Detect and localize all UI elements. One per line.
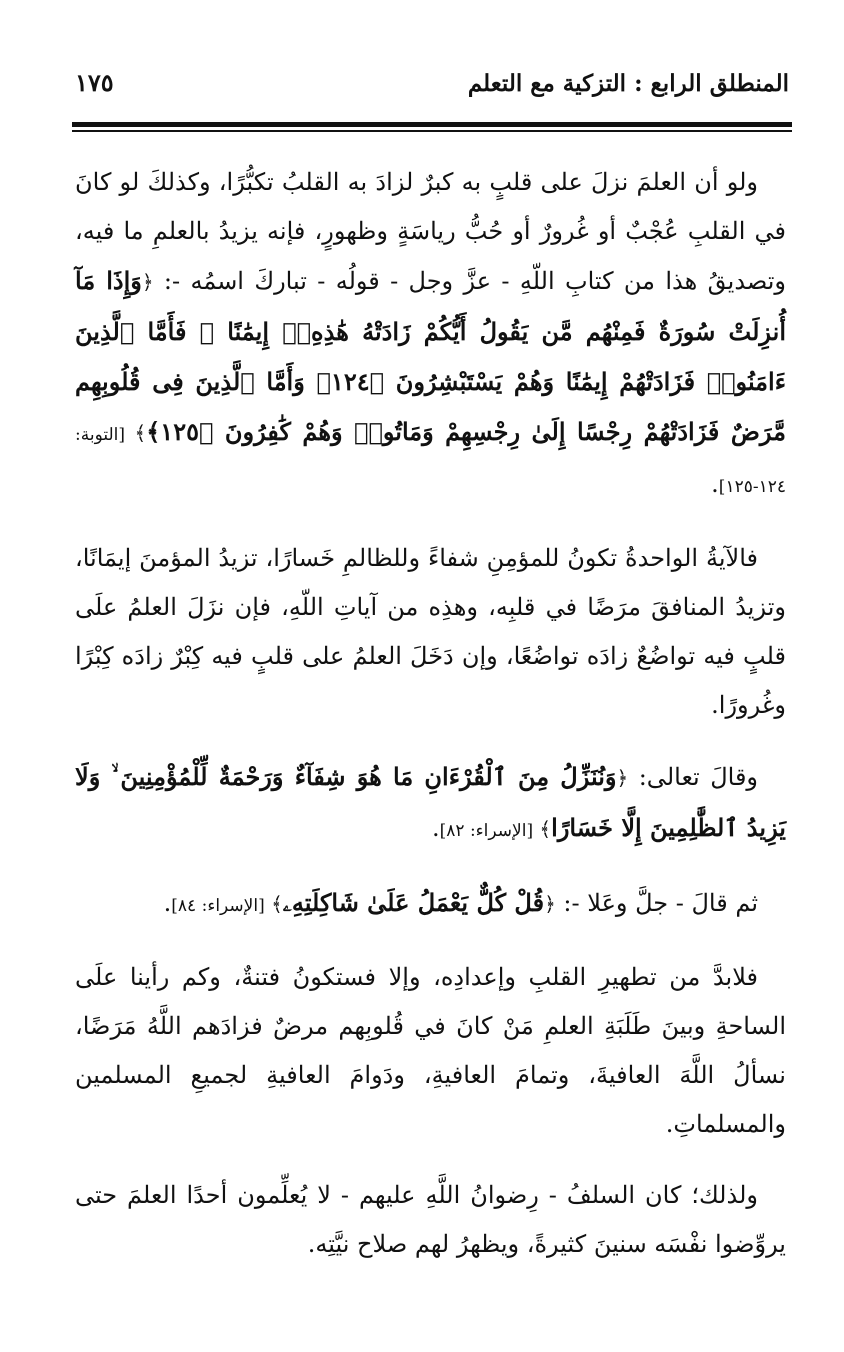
ornate-bracket: ﴿ [544, 892, 556, 916]
paragraph-text: ولذلك؛ كان السلفُ - رِضوانُ اللَّهِ عليهم - لا يُعلِّمون أحدًا العلمَ حتى يروِّضوا نفْسَه سنينَ كثيرةً، ويظهرُ لهم صلاح نيَّتِه. [75, 1181, 786, 1258]
paragraph [75, 752, 786, 856]
ornate-bracket: ﴾ [533, 817, 552, 841]
paragraph-text: . [432, 814, 440, 842]
paragraph-text: فالآيةُ الواحدةُ تكونُ للمؤمِنِ شفاءً وللظالمِ خَسارًا، تزيدُ المؤمنَ إيمَانًا، وتزيدُ المنافقَ مرَضًا في قلبِه، وهذِه من آياتِ اللّهِ، فإن نزَلَ العلمُ علَى قلبٍ فيه تواضُعٌ زادَه تواضُعًا، وإن دَخَلَ العلمُ على قلبٍ فيه كِبْرٌ زادَه كِبْرًا وغُرورًا. [75, 544, 786, 719]
ornate-bracket: ﴾ [125, 421, 147, 445]
paragraph-text: ولو أن العلمَ نزلَ على قلبٍ به كبرٌ لزادَ به القلبُ تكبُّرًا، وكذلكَ لو كانَ في القلبِ عُجْبٌ أو غُرورٌ أو حُبُّ رياسَةٍ وظهورٍ، فإنه يزيدُ بالعلمِ ما فيه، وتصديقُ هذا من كتابِ اللّهِ - عزَّ وجل - قولُه - تباركَ اسمُه -: [75, 168, 786, 295]
verse-reference: [التوبة: ١٢٤-١٢٥] [75, 425, 786, 497]
verse-reference: [الإسراء: ٨٢] [439, 821, 534, 841]
paragraph-text: . [163, 889, 172, 917]
header-rule-thin [72, 130, 792, 132]
paragraph [75, 878, 786, 931]
paragraph [75, 1171, 786, 1269]
ornate-bracket: ﴿ [616, 766, 629, 790]
header-rule-thick [72, 122, 792, 127]
page-number: ١٧٥ [75, 68, 114, 97]
quran-verse: وَنُنَزِّلُ مِنَ ٱلْقُرْءَانِ مَا هُوَ شِفَآءٌ وَرَحْمَةٌ لِّلْمُؤْمِنِينَ ۙ وَلَا يَزِيدُ ٱلظَّٰلِمِينَ إِلَّا خَسَارًا [75, 762, 786, 842]
paragraph-text: وقالَ تعالى: [628, 763, 759, 791]
paragraph [75, 158, 786, 512]
quran-verse: قُلْ كُلٌّ يَعْمَلُ عَلَىٰ شَاكِلَتِهِۦ [282, 888, 545, 917]
page-body [75, 158, 786, 1312]
paragraph-text: فلابدَّ من تطهيرِ القلبِ وإعدادِه، وإلا فستكونُ فتنةٌ، وكم رأينا علَى الساحةِ وبينَ طَلَبَةِ العلمِ مَنْ كانَ في قُلوبِهم مرضٌ فزادَهم اللَّهُ مَرَضًا، نسألُ اللَّهَ العافيةَ، وتمامَ العافيةِ، ودَوامَ العافيةِ لجميعِ المسلمين والمسلماتِ. [75, 963, 786, 1138]
page-header [75, 60, 789, 120]
paragraph [75, 534, 786, 730]
quran-verse: وَإِذَا مَآ أُنزِلَتْ سُورَةٌ فَمِنْهُم مَّن يَقُولُ أَيُّكُمْ زَادَتْهُ هَٰذِهِۦٓ إِيمَٰنًا ۚ فَأَمَّا ٱلَّذِينَ ءَامَنُوا۟ فَزَادَتْهُمْ إِيمَٰنًا وَهُمْ يَسْتَبْشِرُونَ ﴿١٢٤﴾ وَأَمَّا ٱلَّذِينَ فِى قُلُوبِهِم مَّرَضٌ فَزَادَتْهُمْ رِجْسًا إِلَىٰ رِجْسِهِمْ وَمَاتُوا۟ وَهُمْ كَٰفِرُونَ ﴿١٢٥﴾ [75, 266, 786, 446]
ornate-bracket: ﴾ [264, 892, 283, 916]
ornate-bracket: ﴿ [141, 270, 154, 294]
verse-reference: [الإسراء: ٨٤] [171, 896, 265, 916]
paragraph-text: ثم قالَ - جلَّ وعَلا -: [555, 889, 758, 917]
paragraph-text: . [711, 470, 719, 498]
paragraph [75, 953, 786, 1149]
running-title: المنطلق الرابع : التزكية مع التعلم [467, 70, 789, 97]
